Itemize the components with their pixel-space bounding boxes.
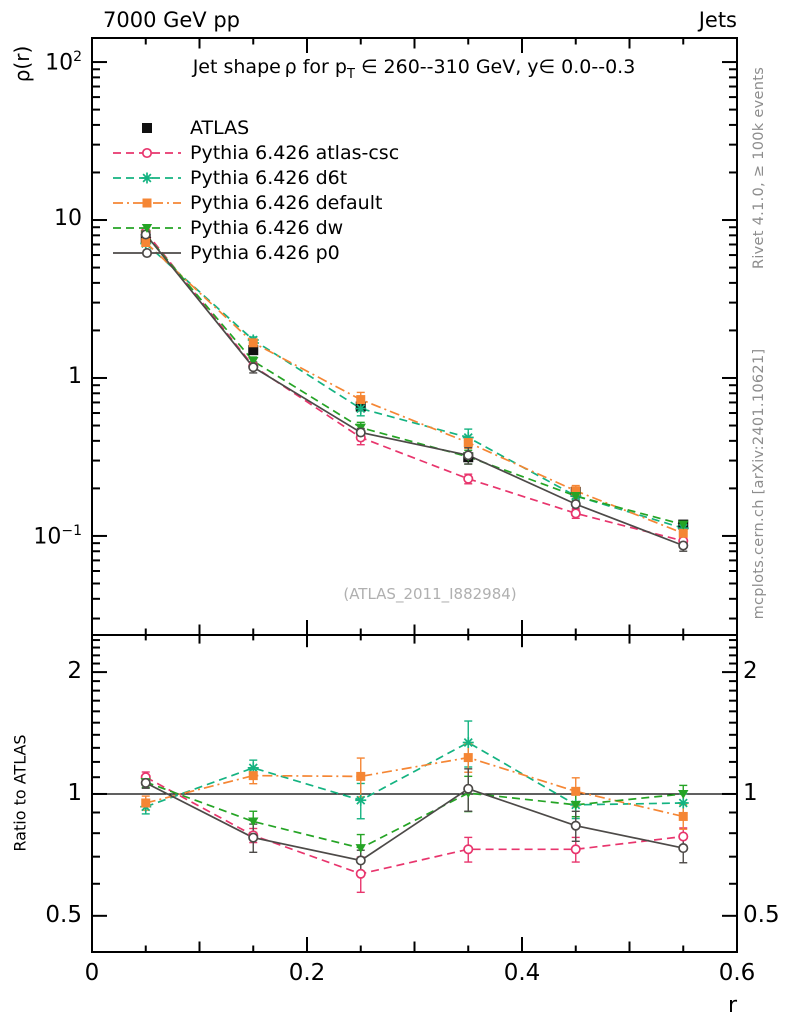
x-tick-label: 0.2	[288, 960, 326, 986]
ratio-y-tick-label-left: 0.5	[45, 901, 82, 928]
legend-item-d6t	[113, 167, 347, 189]
series-line-ratio-dw	[146, 782, 684, 848]
series-d6t	[142, 241, 688, 819]
series-line-main-default	[146, 243, 684, 534]
ratio-y-tick-label-right: 1	[743, 779, 758, 806]
legend-item-default	[113, 192, 382, 214]
x-tick-label: 0.6	[718, 960, 756, 986]
ratio-y-ticks	[93, 640, 736, 916]
ratio-y-tick-label-left: 1	[67, 779, 82, 806]
series-dw	[142, 232, 688, 862]
side-note-mcplots: mcplots.cern.ch [arXiv:2401.10621]	[751, 348, 767, 620]
legend-label-p0: Pythia 6.426 p0	[190, 242, 340, 264]
legend-label-dw: Pythia 6.426 dw	[190, 217, 344, 239]
plot-title-rest: ∈ 260--310 GeV, y∈ 0.0--0.3	[354, 56, 636, 78]
main-y-tick-label: 1	[68, 363, 82, 389]
series-line-main-atlas-csc	[146, 232, 684, 541]
ratio-y-tick-label-right: 2	[743, 658, 758, 685]
main-y-tick-label: $10^2$	[45, 49, 82, 76]
legend-label-atlas: ATLAS	[190, 117, 250, 139]
header-analysis-group: Jets	[698, 8, 737, 32]
x-tick-label: 0.4	[503, 960, 541, 986]
ratio-y-tick-label-left: 2	[67, 658, 82, 685]
series-line-main-p0	[146, 234, 684, 545]
y-axis-label: ρ(r)	[10, 45, 34, 83]
x-axis-label: r	[728, 993, 738, 1018]
side-note-rivet: Rivet 4.1.0, ≥ 100k events	[751, 66, 767, 270]
main-y-tick-label: 10	[54, 206, 82, 232]
x-ticks	[92, 39, 737, 951]
main-y-tick-label: $10^{-1}$	[33, 522, 82, 550]
legend-label-default: Pythia 6.426 default	[190, 192, 383, 214]
reference-atlas	[141, 234, 689, 530]
x-tick-label: 0	[84, 960, 100, 986]
header-beam: 7000 GeV pp	[103, 8, 241, 32]
legend-item-atlas-csc	[113, 142, 399, 164]
ratio-axis-label: Ratio to ATLAS	[10, 734, 30, 852]
ratio-y-tick-label-right: 0.5	[743, 901, 780, 928]
series-line-main-d6t	[146, 244, 684, 529]
series-line-ratio-default	[146, 758, 684, 817]
plot-title-main: Jet shape ρ for p	[192, 56, 347, 78]
legend-label-atlas-csc: Pythia 6.426 atlas-csc	[190, 142, 400, 164]
legend-label-d6t: Pythia 6.426 d6t	[190, 167, 348, 189]
analysis-watermark: (ATLAS_2011_I882984)	[343, 585, 517, 603]
legend	[113, 117, 399, 264]
plot-title	[193, 56, 636, 82]
series-line-main-dw	[146, 234, 684, 524]
panel-frames	[92, 38, 737, 952]
plot-title-sub: T	[346, 66, 355, 82]
legend-item-atlas	[142, 117, 249, 139]
main-panel-frame	[92, 38, 737, 635]
